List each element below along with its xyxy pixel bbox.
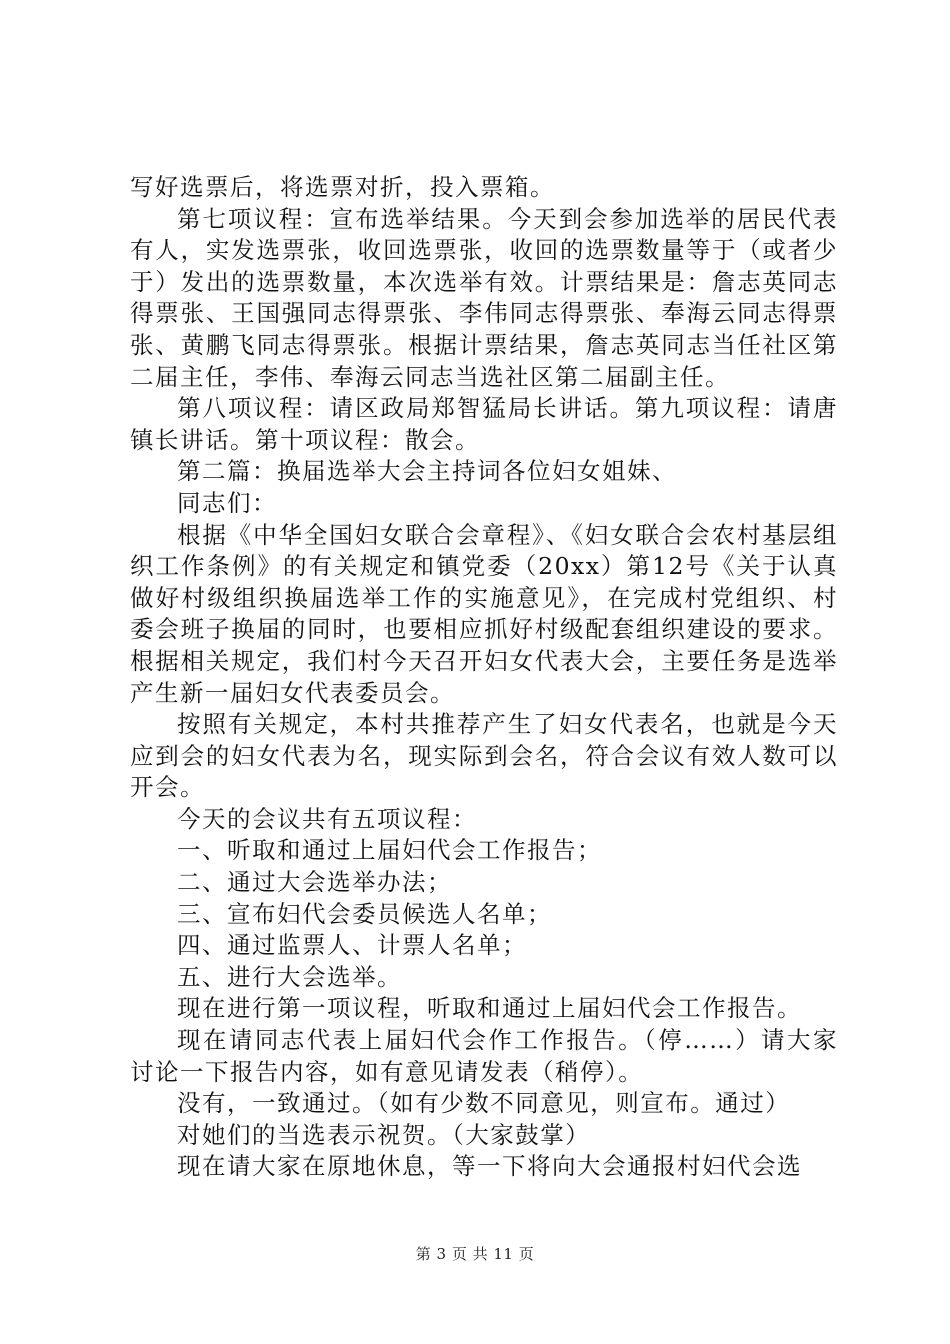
paragraph: 按照有关规定，本村共推荐产生了妇女代表名，也就是今天应到会的妇女代表为名，现实际到会名，符合会议有效人数可以开会。	[130, 710, 838, 802]
paragraph: 写好选票后，将选票对折，投入票箱。	[130, 173, 555, 201]
paragraph: 现在进行第一项议程，听取和通过上届妇代会工作报告。	[177, 994, 802, 1023]
page-number-footer: 第 3 页 共 11 页	[415, 1245, 535, 1263]
paragraph: 没有，一致通过。（如有少数不同意见，则宣布。通过）	[177, 1089, 791, 1118]
paragraph: 四、通过监票人、计票人名单；	[177, 931, 527, 960]
paragraph: 第八项议程：请区政局郑智猛局长讲话。第九项议程：请唐镇长讲话。第十项议程：散会。	[130, 394, 838, 454]
paragraph: 现在请同志代表上届妇代会作工作报告。（停……）请大家讨论一下报告内容，如有意见请发表（稍停）。	[130, 1026, 838, 1086]
paragraph: 第二篇：换届选举大会主持词各位妇女姐妹、	[177, 457, 677, 486]
paragraph: 第七项议程：宣布选举结果。今天到会参加选举的居民代表有人，实发选票张，收回选票张，收回的选票数量等于（或者少于）发出的选票数量，本次选举有效。计票结果是：詹志英同志得票张、王国强同志得票张、李伟同志得票张、奉海云同志得票张、黄鹏飞同志得票张。根据计票结果，詹志英同志当任社区第二届主任，李伟、奉海云同志当选社区第二届副主任。	[130, 204, 838, 391]
paragraph: 根据《中华全国妇女联合会章程》、《妇女联合会农村基层组织工作条例》的有关规定和镇党委（20xx）第12号《关于认真做好村级组织换届选举工作的实施意见》，在完成村党组织、村委会班子换届的同时，也要相应抓好村级配套组织建设的要求。根据相关规定，我们村今天召开妇女代表大会，主要任务是选举产生新一届妇女代表委员会。	[130, 520, 838, 707]
paragraph: 五、进行大会选举。	[177, 962, 402, 991]
paragraph: 今天的会议共有五项议程：	[177, 804, 477, 833]
paragraph: 三、宣布妇代会委员候选人名单；	[177, 899, 552, 928]
paragraph: 同志们：	[177, 488, 277, 517]
paragraph: 二、通过大会选举办法；	[177, 868, 452, 897]
paragraph: 一、听取和通过上届妇代会工作报告；	[177, 836, 602, 865]
document-body	[130, 172, 838, 1183]
paragraph: 现在请大家在原地休息，等一下将向大会通报村妇代会选	[177, 1152, 802, 1181]
paragraph: 对她们的当选表示祝贺。（大家鼓掌）	[177, 1120, 591, 1149]
